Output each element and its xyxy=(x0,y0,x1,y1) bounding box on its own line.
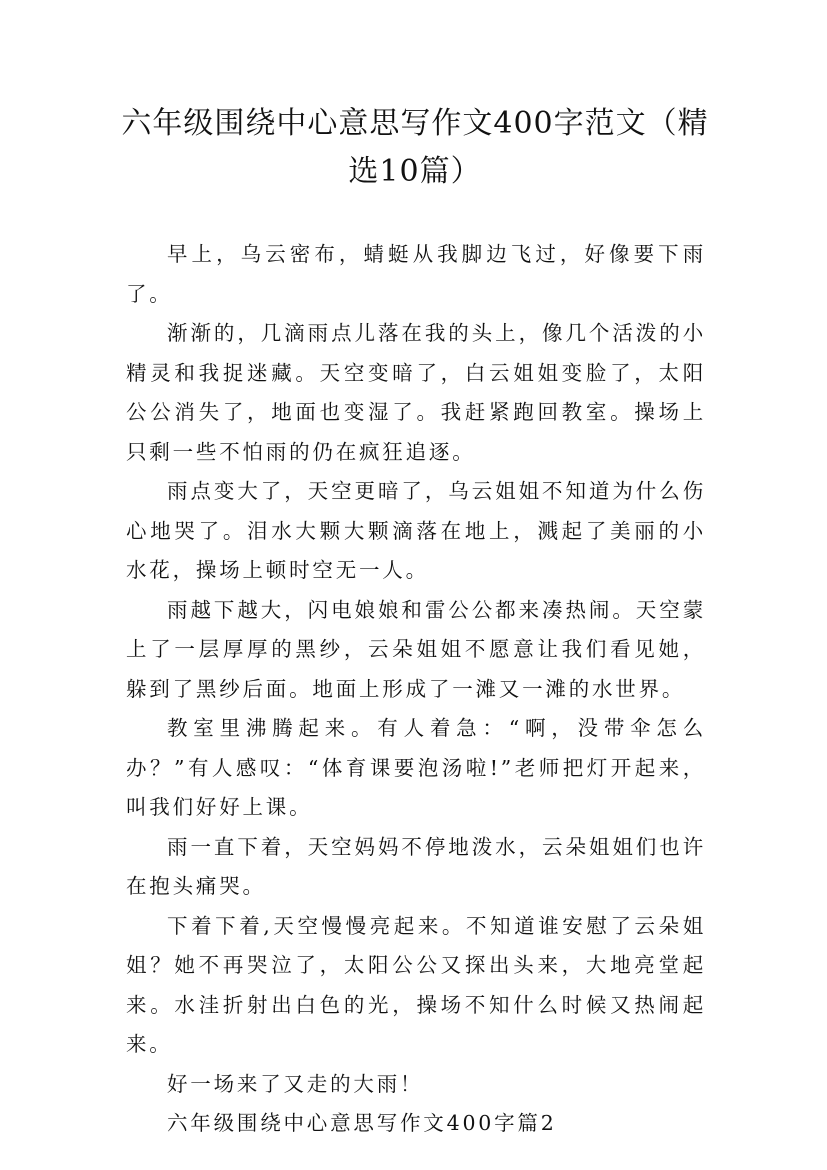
paragraph: 好一场来了又走的大雨！ xyxy=(167,1071,424,1096)
paragraph: 下着下着,天空慢慢亮起来。不知道谁安慰了云朵姐姐？她不再哭泣了，太阳公公又探出头来，大地亮堂起来。水洼折射出白色的光，操场不知什么时候又热闹起来。 xyxy=(126,913,706,1056)
paragraph: 雨一直下着，天空妈妈不停地泼水，云朵姐姐们也许在抱头痛哭。 xyxy=(126,834,706,898)
paragraph: 教室里沸腾起来。有人着急：“啊，没带伞怎么办？”有人感叹：“体育课要泡汤啦!”老师把灯开起来，叫我们好好上课。 xyxy=(126,716,706,819)
paragraph: 雨点变大了，天空更暗了，乌云姐姐不知道为什么伤心地哭了。泪水大颗大颗滴落在地上，溅起了美丽的小水花，操场上顿时空无一人。 xyxy=(126,479,706,582)
paragraph: 渐渐的，几滴雨点儿落在我的头上，像几个活泼的小精灵和我捉迷藏。天空变暗了，白云姐姐变脸了，太阳公公消失了，地面也变湿了。我赶紧跑回教室。操场上只剩一些不怕雨的仍在疯狂追逐。 xyxy=(126,321,706,464)
document-title: 六年级围绕中心意思写作文400字范文（精选10篇） xyxy=(121,106,709,189)
section-heading: 六年级围绕中心意思写作文400字篇2 xyxy=(167,1111,557,1135)
document-body xyxy=(126,235,706,1144)
paragraph: 早上，乌云密布，蜻蜓从我脚边飞过，好像要下雨了。 xyxy=(126,242,706,306)
paragraph: 雨越下越大，闪电娘娘和雷公公都来凑热闹。天空蒙上了一层厚厚的黑纱，云朵姐姐不愿意让我们看见她，躲到了黑纱后面。地面上形成了一滩又一滩的水世界。 xyxy=(126,597,706,701)
